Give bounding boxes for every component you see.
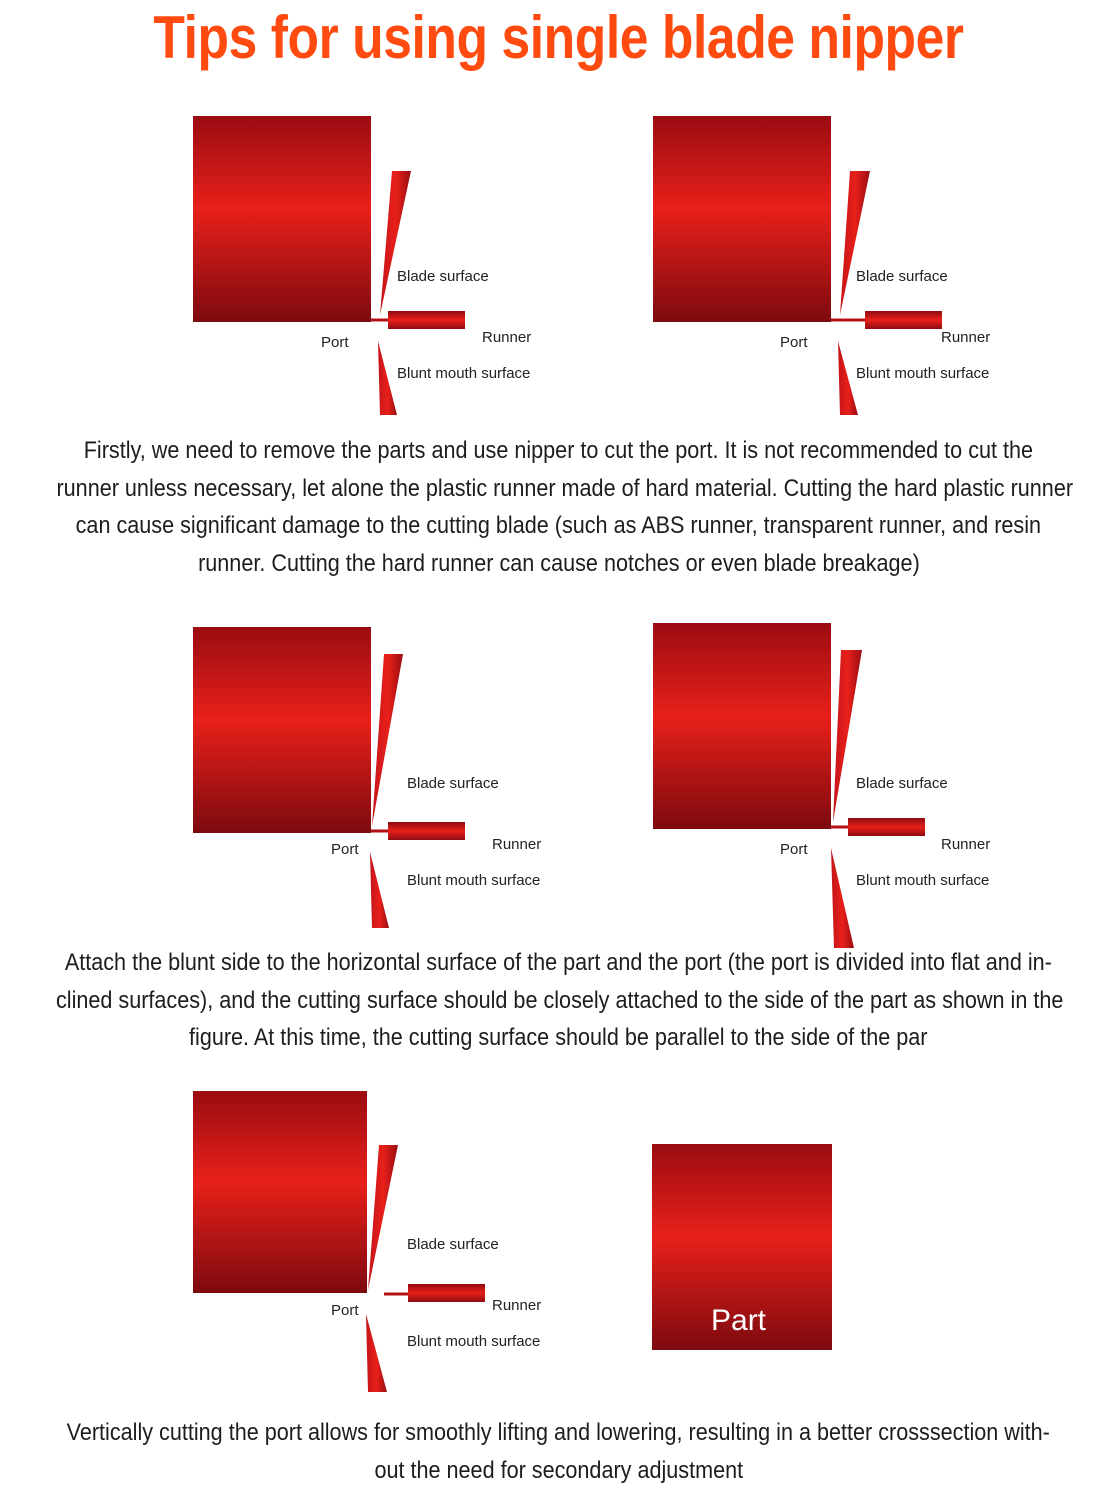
part-block xyxy=(193,627,371,833)
blade-lower xyxy=(378,341,397,415)
label-blade-surface: Blade surface xyxy=(407,775,499,792)
label-runner: Runner xyxy=(492,836,541,853)
label-blunt-mouth-surface: Blunt mouth surface xyxy=(856,365,989,382)
paragraph-2 xyxy=(0,944,1117,1057)
label-blade-surface: Blade surface xyxy=(407,1236,499,1253)
blade-lower xyxy=(366,1314,387,1392)
label-blade-surface: Blade surface xyxy=(856,775,948,792)
part-block xyxy=(653,623,831,829)
paragraph-3-line: Vertically cutting the port allows for smoothly lifting and lowering, resulting in a better crosssection with- xyxy=(67,1414,1050,1452)
label-blunt-mouth-surface: Blunt mouth surface xyxy=(856,872,989,889)
paragraph-1-line: can cause significant damage to the cutting blade (such as ABS runner, transparent runner, and resin xyxy=(76,507,1041,545)
runner-bar xyxy=(408,1284,485,1302)
label-port: Port xyxy=(780,334,808,351)
label-blunt-mouth-surface: Blunt mouth surface xyxy=(407,1333,540,1350)
label-blunt-mouth-surface: Blunt mouth surface xyxy=(407,872,540,889)
label-port: Port xyxy=(780,841,808,858)
part-block xyxy=(653,116,831,322)
label-runner: Runner xyxy=(941,836,990,853)
part-block xyxy=(193,1091,367,1293)
blade-upper xyxy=(372,654,403,826)
blade-upper xyxy=(368,1145,398,1290)
paragraph-2-line: Attach the blunt side to the horizontal surface of the part and the port (the port is divided into flat and in- xyxy=(65,944,1052,982)
blade-upper xyxy=(833,650,862,822)
label-blade-surface: Blade surface xyxy=(856,268,948,285)
label-runner: Runner xyxy=(482,329,531,346)
blade-upper xyxy=(840,171,870,315)
blade-upper xyxy=(380,171,411,315)
paragraph-1-line: runner. Cutting the hard runner can cause notches or even blade breakage) xyxy=(198,545,920,583)
page-title: Tips for using single blade nipper xyxy=(78,0,1039,76)
runner-bar xyxy=(388,311,465,329)
label-runner: Runner xyxy=(941,329,990,346)
paragraph-3 xyxy=(0,1414,1117,1489)
paragraph-3-line: out the need for secondary adjustment xyxy=(374,1452,743,1489)
blade-lower xyxy=(370,852,389,928)
part-block xyxy=(193,116,371,322)
runner-bar xyxy=(848,818,925,836)
label-port: Port xyxy=(321,334,349,351)
blade-lower xyxy=(838,341,858,415)
label-blunt-mouth-surface: Blunt mouth surface xyxy=(397,365,530,382)
label-part: Part xyxy=(711,1304,766,1338)
label-port: Port xyxy=(331,841,359,858)
label-blade-surface: Blade surface xyxy=(397,268,489,285)
runner-bar xyxy=(388,822,465,840)
paragraph-2-line: figure. At this time, the cutting surface should be parallel to the side of the par xyxy=(189,1019,927,1057)
paragraph-1 xyxy=(0,432,1117,582)
label-port: Port xyxy=(331,1302,359,1319)
label-runner: Runner xyxy=(492,1297,541,1314)
paragraph-1-line: Firstly, we need to remove the parts and use nipper to cut the port. It is not recommended to cut the xyxy=(84,432,1033,470)
blade-lower xyxy=(831,848,854,948)
paragraph-2-line: clined surfaces), and the cutting surface should be closely attached to the side of the part as shown in the xyxy=(56,982,1063,1020)
runner-bar xyxy=(865,311,942,329)
paragraph-1-line: runner unless necessary, let alone the plastic runner made of hard material. Cutting the hard plastic runner xyxy=(56,470,1073,508)
